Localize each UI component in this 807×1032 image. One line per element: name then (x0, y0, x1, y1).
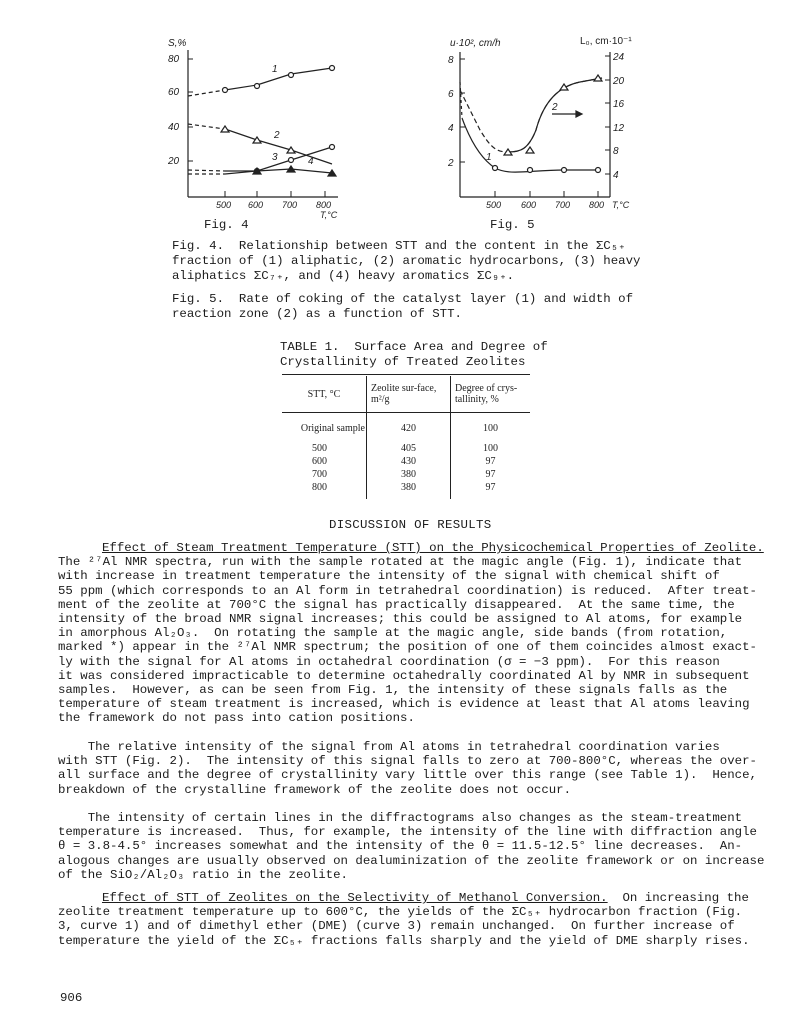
fig4-ytick: 80 (168, 54, 180, 65)
fig5-xtick: 600 (521, 200, 537, 210)
table-title-line: Crystallinity of Treated Zeolites (280, 355, 526, 369)
paragraph-line: samples. However, as can be seen from Fig. 1, the intensity of these signals falls as the (58, 683, 728, 698)
paragraph-line: temperature the yield of the ΣC₅₊ fractions falls sharply and the yield of DME sharply rises. (58, 933, 750, 948)
fig4-xtick: 600 (248, 200, 264, 210)
fig5-ytick-right: 16 (613, 99, 625, 110)
fig4-curve-1 (188, 66, 335, 97)
paragraph-line: marked *) appear in the ²⁷Al NMR spectrum; the position of one of them coincides almost exact- (58, 640, 757, 655)
fig4-curve-label-1: 1 (272, 64, 278, 75)
paragraph-line: The ²⁷Al NMR spectra, run with the sample rotated at the magic angle (Fig. 1), indicate that (58, 555, 743, 570)
paragraph-line: 3, curve 1) and of dimethyl ether (DME) (curve 3) remain unchanged. On further increase of (58, 919, 735, 934)
fig5-ytick-right: 20 (613, 76, 625, 87)
paragraph-line (58, 891, 750, 905)
table-header-cell: STT, °C (282, 376, 367, 413)
fig5-ytick-right: 4 (613, 170, 619, 181)
table-row (282, 468, 530, 481)
fig4-curve-label-4: 4 (308, 156, 314, 167)
figure-5 (440, 30, 670, 220)
table-cell: 430 (367, 455, 451, 468)
fig5-curve-1 (460, 82, 601, 173)
paragraph-line: ly with the signal for Al atoms in octahedral coordination (σ = −3 ppm). For this reason (58, 654, 720, 669)
table-header-cell: Degree of crys-tallinity, % (455, 383, 518, 405)
fig4-xtick: 800 (316, 200, 332, 210)
fig5-curve-label-2: 2 (552, 102, 558, 113)
caption-line: fraction of (1) aliphatic, (2) aromatic hydrocarbons, (3) heavy (172, 254, 641, 268)
caption-line: aliphatics ΣC₇₊, and (4) heavy aromatics ΣC₉₊. (172, 269, 515, 283)
paragraph-line: ment of the zeolite at 700°C the signal has practically disappeared. At the same time, the (58, 597, 735, 612)
fig5-ytick-left: 6 (448, 89, 454, 100)
table-1 (282, 376, 530, 499)
fig5-caption (172, 292, 633, 322)
paragraph-line: in amorphous Al₂O₃. On rotating the sample at the magic angle, side bands (from rotation, (58, 626, 728, 641)
fig4-caption (172, 239, 640, 284)
paragraph-2 (58, 740, 757, 797)
fig5-ytick-left: 2 (448, 158, 454, 169)
fig4-curve-label-2: 2 (274, 130, 280, 141)
fig5-ytick-right: 8 (613, 146, 619, 157)
fig5-y-label-left: u·10², cm/h (450, 38, 501, 49)
fig4-xtick: 500 (216, 200, 232, 210)
fig4-label: Fig. 4 (204, 218, 249, 232)
paragraph-heading: Effect of STT of Zeolites on the Selectivity of Methanol Conversion. (102, 891, 608, 905)
paragraph-heading: Effect of Steam Treatment Temperature (STT) on the Physicochemical Properties of Zeolite. (102, 541, 764, 555)
fig4-ytick: 20 (168, 156, 180, 167)
table-cell: 97 (485, 469, 496, 480)
paragraph-line: zeolite treatment temperature up to 600°C, the yields of the ΣC₅₊ hydrocarbon fraction (Fig. (58, 905, 743, 920)
fig5-ytick-right: 12 (613, 123, 625, 134)
paragraph-line: of the SiO₂/Al₂O₃ ratio in the zeolite. (58, 867, 348, 882)
fig5-xtick: 700 (555, 200, 571, 210)
fig5-y-label-right: L₀, cm·10⁻¹ (580, 36, 632, 47)
fig4-xtick: 700 (282, 200, 298, 210)
table-header-row (282, 376, 530, 413)
fig5-xtick: 800 (589, 200, 605, 210)
fig5-x-label: T,°C (612, 200, 630, 210)
table-row (282, 455, 530, 468)
page-number: 906 (60, 991, 83, 1005)
table-cell: Original sample (282, 413, 367, 436)
table-cell: 500 (282, 435, 367, 455)
fig4-ytick: 40 (168, 122, 180, 133)
table-cell: 405 (367, 435, 451, 455)
table-cell: 100 (483, 443, 498, 454)
table-header-cell: Zeolite sur-face, m²/g (367, 376, 451, 413)
paragraph-heading-tail: On increasing the (607, 891, 749, 905)
fig4-curve-label-3: 3 (272, 152, 278, 163)
paragraph-line: The relative intensity of the signal from Al atoms in tetrahedral coordination varies (58, 740, 720, 754)
fig4-ytick: 60 (168, 87, 180, 98)
fig5-curve-2 (460, 75, 602, 155)
paragraph-4 (58, 891, 750, 948)
paragraph-1 (58, 541, 764, 726)
table-1-title (280, 340, 548, 370)
caption-line: Fig. 4. Relationship between STT and the content in the ΣC₅₊ (172, 239, 626, 253)
table-cell: 600 (282, 455, 367, 468)
fig4-x-ticks (216, 191, 331, 210)
fig4-y-label: S,% (168, 38, 187, 49)
paragraph-line: breakdown of the crystalline framework of the zeolite does not occur. (58, 782, 572, 797)
paragraph-line: with STT (Fig. 2). The intensity of this signal falls to zero at 700-800°C, whereas the over- (58, 754, 757, 769)
paragraph-line: θ = 3.8-4.5° increases somewhat and the intensity of the θ = 11.5-12.5° line decreases. An- (58, 839, 743, 854)
table-row (282, 435, 530, 455)
table-title-line: TABLE 1. Surface Area and Degree of (280, 340, 548, 354)
table-cell: 800 (282, 481, 367, 499)
fig4-y-ticks (167, 54, 193, 167)
paragraph-line: temperature is increased. Thus, for example, the intensity of the line with diffraction angle (58, 825, 757, 840)
table-row (282, 481, 530, 499)
fig5-y-ticks-left (447, 55, 465, 169)
paragraph-3 (58, 811, 764, 882)
paragraph-line: alogous changes are usually observed on dealuminization of the zeolite framework or on increase (58, 853, 765, 868)
paragraph-line: all surface and the degree of crystallinity vary little over this range (see Table 1). Hence, (58, 768, 757, 783)
fig5-label: Fig. 5 (490, 218, 535, 232)
paragraph-line: with increase in treatment temperature the intensity of the signal with chemical shift of (58, 569, 720, 584)
paragraph-line: The intensity of certain lines in the diffractograms also changes as the steam-treatment (58, 811, 743, 825)
fig5-ytick-right: 24 (613, 52, 625, 63)
table-cell: 100 (483, 423, 498, 434)
table-cell: 97 (485, 482, 496, 493)
fig4-x-label: T,°C (320, 210, 338, 220)
fig5-curve-label-1: 1 (486, 152, 492, 163)
paragraph-line: 55 ppm (which corresponds to an Al form in tetrahedral coordination) is reduced. After treat- (58, 583, 757, 598)
paragraph-line: the framework do not pass into cation positions. (58, 711, 415, 726)
fig5-xtick: 500 (486, 200, 502, 210)
table-1-top-rule (282, 374, 530, 375)
paragraph-line: intensity of the broad NMR signal increases; this could be assigned to Al atoms, for example (58, 612, 743, 627)
table-cell: 97 (485, 456, 496, 467)
table-row (282, 413, 530, 436)
caption-line: Fig. 5. Rate of coking of the catalyst layer (1) and width of (172, 292, 634, 306)
table-cell: 380 (367, 481, 451, 499)
table-cell: 380 (367, 468, 451, 481)
section-heading: DISCUSSION OF RESULTS (329, 518, 492, 532)
table-cell: 420 (367, 413, 451, 436)
table-cell: 700 (282, 468, 367, 481)
paragraph-line: temperature of steam treatment is increased, which is evidence at least that Al atoms leaving (58, 697, 750, 712)
fig5-x-ticks (486, 191, 604, 210)
fig5-y-ticks-right (605, 52, 625, 181)
fig5-ytick-left: 4 (448, 123, 454, 134)
figure-4 (160, 30, 360, 220)
paragraph-line: it was considered impracticable to determine octahedrally coordinated Al by NMR in subsequent (58, 668, 750, 683)
fig5-ytick-left: 8 (448, 55, 454, 66)
caption-line: reaction zone (2) as a function of STT. (172, 307, 462, 321)
